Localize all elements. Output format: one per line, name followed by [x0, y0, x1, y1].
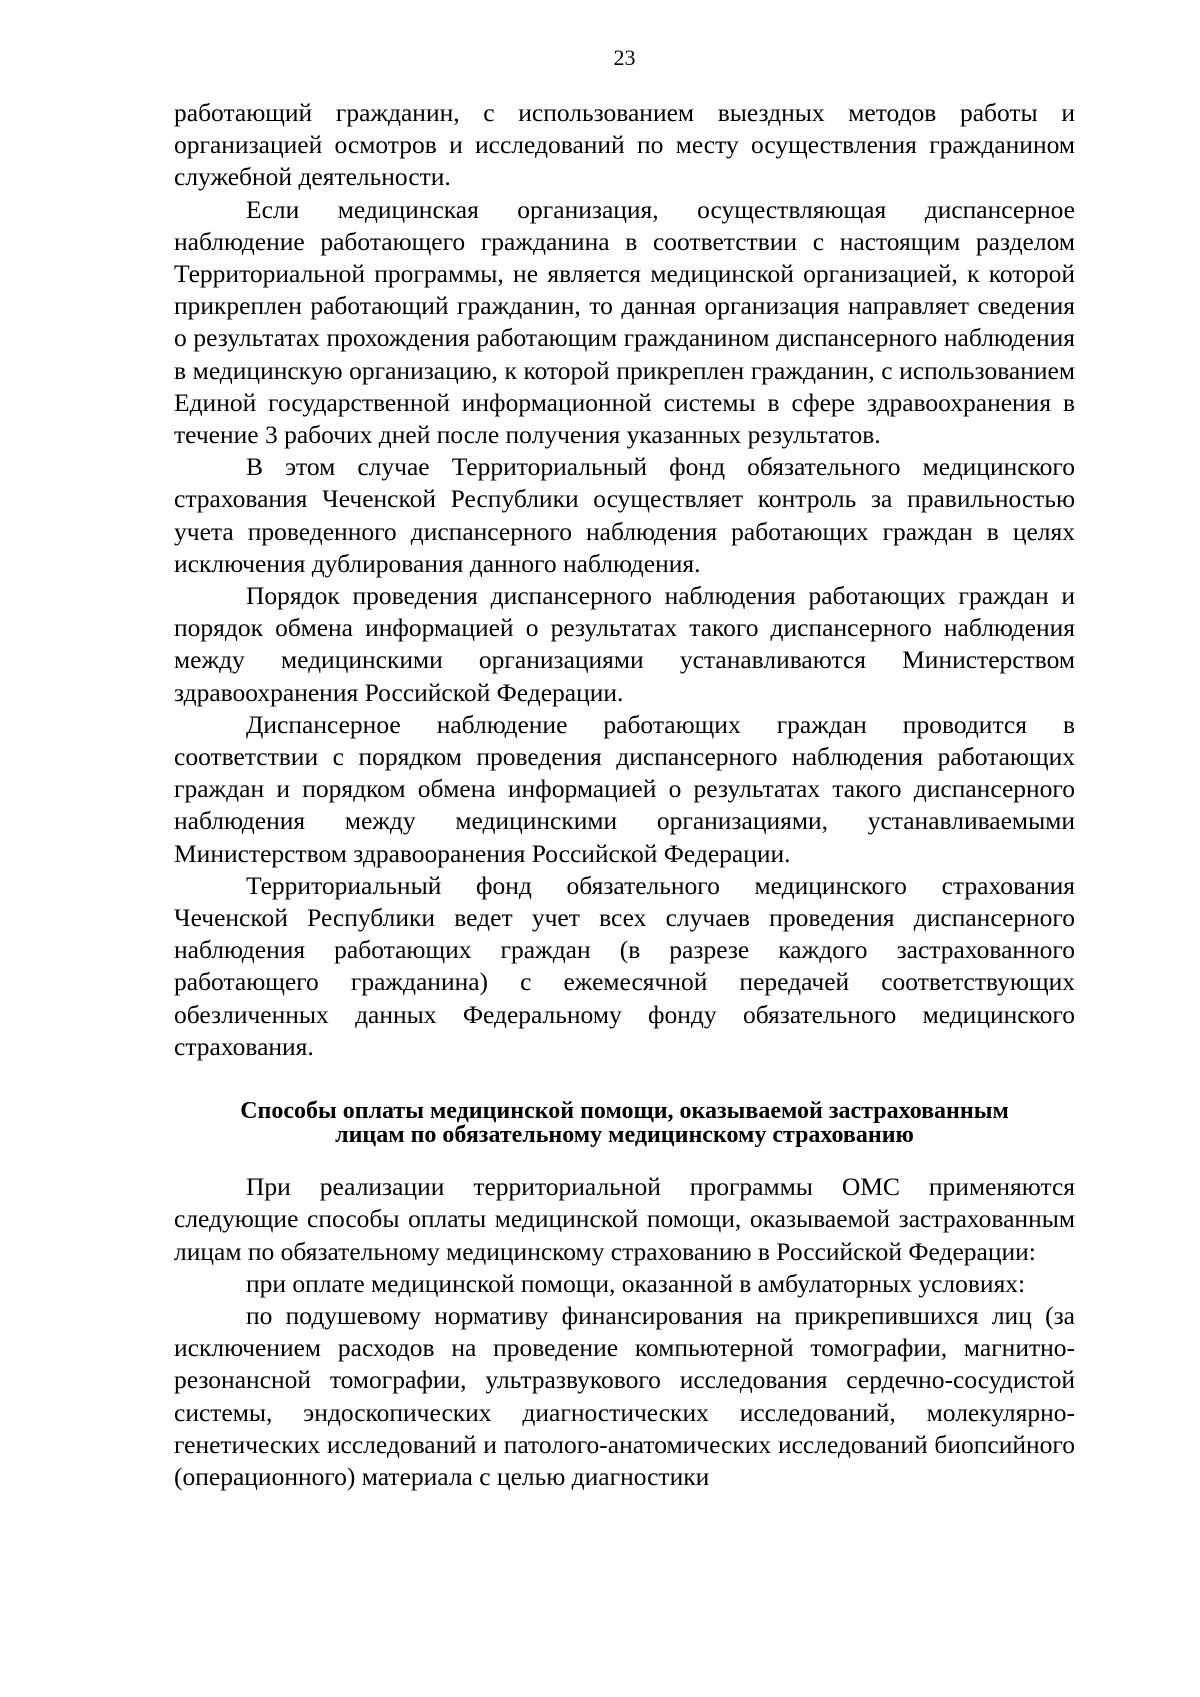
section-heading-line-1: Способы оплаты медицинской помощи, оказываемой застрахованным: [240, 1098, 1009, 1125]
paragraph-procedure: Порядок проведения диспансерного наблюдения работающих граждан и порядок обмена информацией о результатах такого диспансерного наблюдения между медицинскими организациями устанавливаются Министерством здравоохранения Российской Федерации.: [174, 581, 1075, 707]
section-heading-line-2: лицам по обязательному медицинскому страхованию: [335, 1122, 914, 1149]
paragraph-per-capita: по подушевому нормативу финансирования на прикрепившихся лиц (за исключением расходов на проведение компьютерной томографии, магнитно-резонансной томографии, ультразвукового исследования сердечно-сосудистой системы, эндоскопических диагностических исследований, молекулярно-генетических исследований и патолого-анатомических исследований биопсийного (операционного) материала с целью диагностики: [174, 1300, 1075, 1491]
section-heading: [174, 1099, 1075, 1147]
paragraph-continuation: работающий гражданин, с использованием выездных методов работы и организацией осмотров и исследований по месту осуществления гражданином служебной деятельности.: [174, 98, 1075, 192]
paragraph-observation: Диспансерное наблюдение работающих граждан проводится в соответствии с порядком проведения диспансерного наблюдения работающих граждан и порядком обмена информацией о результатах такого диспансерного наблюдения между медицинскими организациями, устанавливаемыми Министерством здравоoранения Российской Федерации.: [174, 709, 1075, 868]
paragraph-fund-records: Территориальный фонд обязательного медицинского страхования Чеченской Республики ведет учет всех случаев проведения диспансерного наблюдения работающих граждан (в разрезе каждого застрахованного работающего гражданина) с ежемесячной передачей соответствующих обезличенных данных Федеральному фонду обязательного медицинского страхования.: [174, 870, 1075, 1061]
paragraph-payment-methods: При реализации территориальной программы ОМС применяются следующие способы оплаты медицинской помощи, оказываемой застрахованным лицам по обязательному медицинскому страхованию в Российской Федерации:: [174, 1172, 1075, 1266]
paragraph-fund-control: В этом случае Территориальный фонд обязательного медицинского страхования Чеченской Республики осуществляет контроль за правильностью учета проведенного диспансерного наблюдения работающих граждан в целях исключения дублирования данного наблюдения.: [174, 452, 1075, 578]
page-number: 23: [613, 45, 636, 70]
paragraph-medical-organization: Если медицинская организация, осуществляющая диспансерное наблюдение работающего гражданина в соответствии с настоящим разделом Территориальной программы, не является медицинской организацией, к которой прикреплен работающий гражданин, то данная организация направляет сведения о результатах прохождения работающим гражданином диспансерного наблюдения в медицинскую организацию, к которой прикреплен гражданин, с использованием Единой государственной информационной системы в сфере здравоохранения в течение 3 рабочих дней после получения указанных результатов.: [174, 194, 1075, 450]
paragraph-ambulatory: при оплате медицинской помощи, оказанной в амбулаторных условиях:: [246, 1268, 1026, 1298]
